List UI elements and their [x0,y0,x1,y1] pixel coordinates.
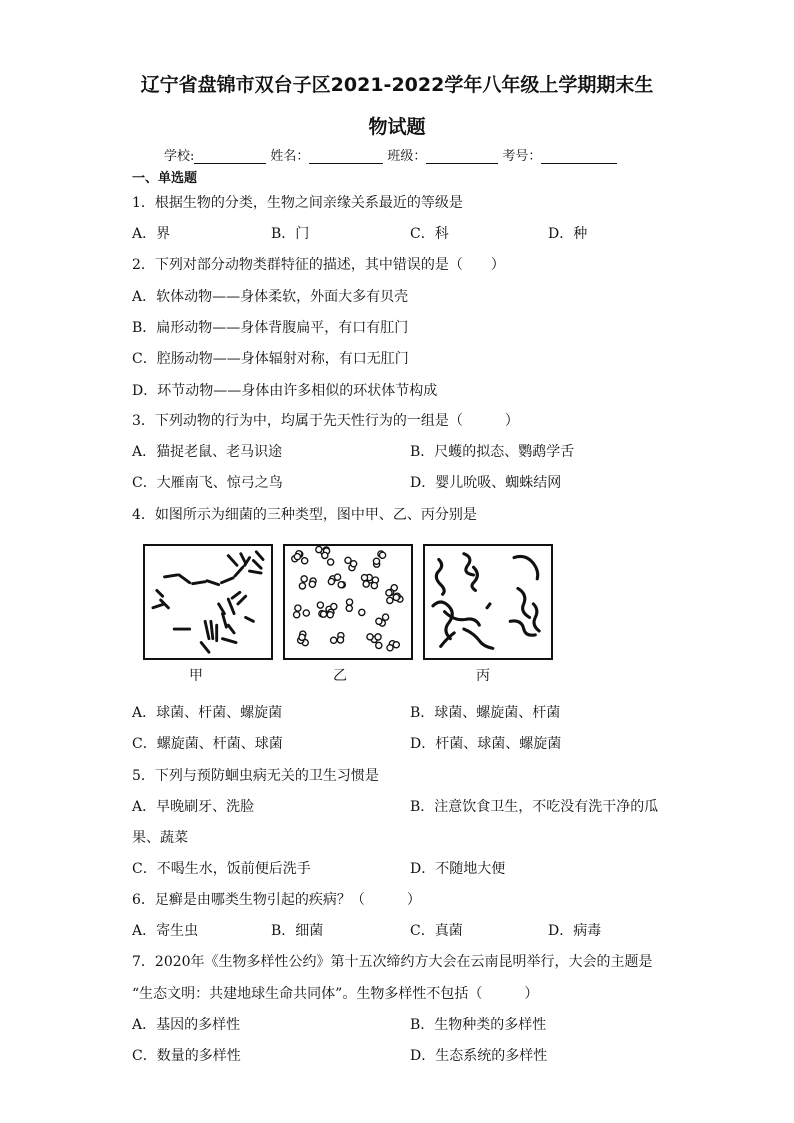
q6-option-d: D．病毒 [548,923,602,939]
q4-option-a: A．球菌、杆菌、螺旋菌 [132,705,283,721]
q4-option-d: D．杆菌、球菌、螺旋菌 [410,736,562,752]
q2-option-b: B．扁形动物——身体背腹扁平，有口有肛门 [132,320,409,336]
coccus-cell [316,546,322,552]
q1-option-c: C．科 [410,226,449,242]
coccus-cell [328,559,334,565]
bacteria-figure-cocci [283,544,413,660]
section-heading: 一、单选题 [132,171,198,186]
student-info-row [164,145,621,164]
q3-option-b: B．尺蠖的拟态、鹦鹉学舌 [410,444,575,460]
coccus-cell [317,602,323,608]
caption-jia: 甲 [189,668,203,684]
q5-option-a: A．早晚刷牙、洗脸 [132,799,255,815]
q6-option-c: C．真菌 [410,923,463,939]
q3-option-a: A．猫捉老鼠、老马识途 [132,444,283,460]
name-blank[interactable] [309,149,383,164]
school-label: 学校: [164,149,195,164]
q6-stem: 6．足癣是由哪类生物引起的疾病？（ ） [132,892,421,908]
coccus-cell [295,605,301,611]
name-label: 姓名： [270,149,310,164]
q5-option-b: B．注意饮食卫生，不吃没有洗干净的瓜 [410,799,659,815]
coccus-cell [373,558,379,564]
coccus-cell [322,552,328,558]
q6-option-a: A．寄生虫 [132,923,199,939]
q2-stem: 2．下列对部分动物类群特征的描述，其中错误的是（ ） [132,257,505,273]
coccus-cell [299,634,305,640]
number-blank[interactable] [541,149,617,164]
coccus-cell [393,594,399,600]
q2-option-c: C．腔肠动物——身体辐射对称，有口无肛门 [132,351,409,367]
coccus-cell [331,637,337,643]
coccus-cell [338,582,344,588]
coccus-cell [303,610,309,616]
coccus-cell [328,578,334,584]
exam-title-line1: 辽宁省盘锦市双台子区2021-2022学年八年级上学期期末生 [140,74,654,96]
coccus-cell [376,618,382,624]
coccus-cell [375,634,381,640]
caption-yi: 乙 [333,668,347,684]
q5-option-b-continued: 果、蔬菜 [132,830,188,846]
coccus-cell [386,590,392,596]
q7-option-a: A．基因的多样性 [132,1017,241,1033]
q4-option-c: C．螺旋菌、杆菌、球菌 [132,736,283,752]
q2-option-d: D．环节动物——身体由许多相似的环状体节构成 [132,383,438,399]
q2-option-a: A．软体动物——身体柔软，外面大多有贝壳 [132,289,409,305]
coccus-cell [334,574,340,580]
spirilla-illustration [425,546,551,658]
q1-option-a: A．界 [132,226,171,242]
q6-option-b: B．细菌 [271,923,324,939]
class-label: 班级： [387,149,427,164]
q5-option-c: C．不喝生水，饭前便后洗手 [132,861,311,877]
coccus-cell [302,558,308,564]
coccus-cell [327,612,333,618]
coccus-cell [346,599,352,605]
coccus-cell [387,645,393,651]
coccus-cell [387,597,393,603]
q7-stem-continued: “生态文明：共建地球生命共同体”。生物多样性不包括（ ） [132,986,539,1002]
cocci-illustration [285,546,411,658]
coccus-cell [294,554,300,560]
coccus-cell [361,575,367,581]
q3-option-d: D．婴儿吮吸、蜘蛛结网 [410,475,562,491]
coccus-cell [351,561,357,567]
q4-stem: 4．如图所示为细菌的三种类型，图中甲、乙、丙分别是 [132,507,477,523]
number-label: 考号： [502,149,542,164]
school-blank[interactable] [194,149,266,164]
coccus-cell [337,637,343,643]
coccus-cell [363,581,369,587]
q7-stem: 7．2020年《生物多样性公约》第十五次缔约方大会在云南昆明举行，大会的主题是 [132,954,653,970]
coccus-cell [393,642,399,648]
q7-option-d: D．生态系统的多样性 [410,1048,548,1064]
coccus-cell [367,634,373,640]
coccus-cell [382,614,388,620]
bacilli-illustration [145,546,271,658]
coccus-cell [379,552,385,558]
q3-option-c: C．大雁南飞、惊弓之鸟 [132,475,283,491]
class-blank[interactable] [426,149,498,164]
q1-stem: 1．根据生物的分类，生物之间亲缘关系最近的等级是 [132,195,463,211]
q7-option-c: C．数量的多样性 [132,1048,241,1064]
q3-stem: 3．下列动物的行为中，均属于先天性行为的一组是（ ） [132,413,519,429]
coccus-cell [331,603,337,609]
bacteria-figure-spiral [423,544,553,660]
coccus-cell [301,576,307,582]
q5-option-d: D．不随地大便 [410,861,506,877]
coccus-cell [294,612,300,618]
q5-stem: 5．下列与预防蛔虫病无关的卫生习惯是 [132,768,379,784]
q1-option-b: B．门 [271,226,310,242]
caption-bing: 丙 [476,668,490,684]
coccus-cell [320,611,326,617]
coccus-cell [371,582,377,588]
q7-option-b: B．生物种类的多样性 [410,1017,547,1033]
coccus-cell [299,583,305,589]
exam-title-line2: 物试题 [368,116,426,138]
q4-option-b: B．球菌、螺旋菌、杆菌 [410,705,561,721]
q1-option-d: D．种 [548,226,588,242]
bacteria-figure-rod [143,544,273,660]
coccus-cell [359,609,365,615]
coccus-cell [346,605,352,611]
coccus-cell [309,581,315,587]
coccus-cell [376,642,382,648]
